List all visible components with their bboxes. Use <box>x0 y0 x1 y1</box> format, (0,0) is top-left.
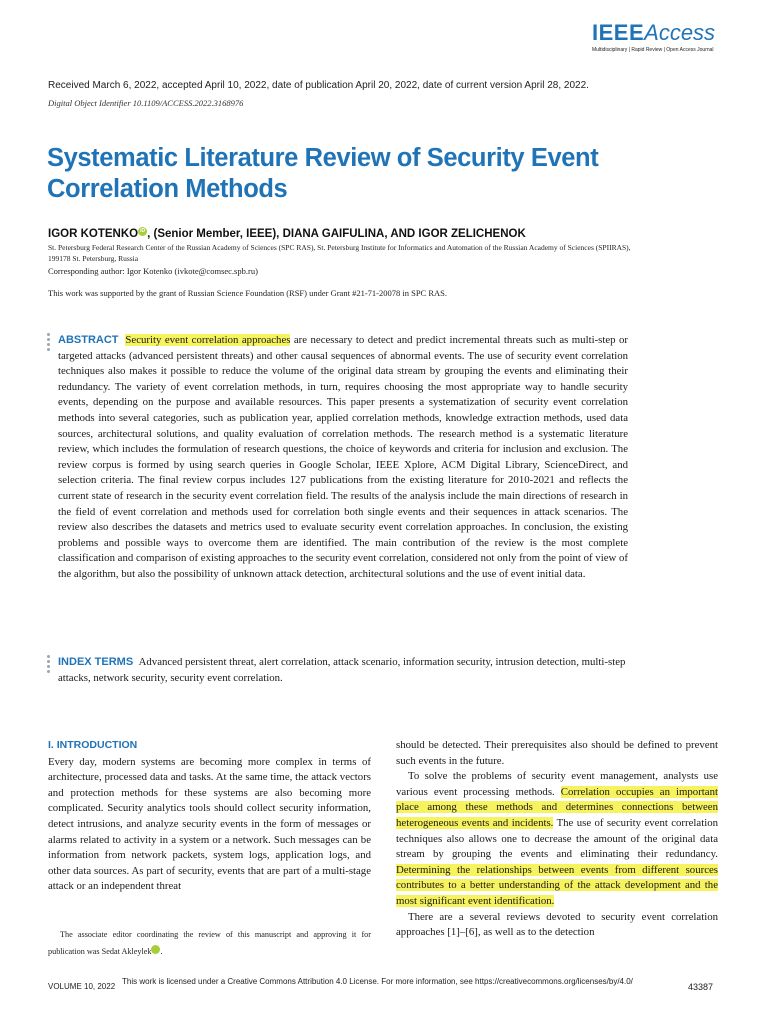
intro-col2-paragraph-3: There are a several reviews devoted to security event correlation approaches [1]–[6], as well as to the detection <box>396 910 718 939</box>
index-terms <box>58 655 628 686</box>
orcid-icon[interactable]: iD <box>140 228 146 234</box>
intro-col2-p2-text-b: The use of security event correlation techniques also allows one to decrease the amount of the original data stream by grouping the events and eliminating their redundancy. <box>396 816 718 861</box>
intro-column-right <box>396 738 718 941</box>
author-list <box>48 227 526 240</box>
intro-column-left <box>48 738 371 895</box>
doi-line: Digital Object Identifier 10.1109/ACCESS.2022.3168976 <box>48 98 244 108</box>
abstract <box>58 333 628 583</box>
author-list-rest: , (Senior Member, IEEE), DIANA GAIFULINA, AND IGOR ZELICHENOK <box>147 227 526 240</box>
footer-page-number: 43387 <box>688 982 714 992</box>
logo-access: Access <box>644 20 716 45</box>
logo-ieee: IEEE <box>592 20 645 45</box>
intro-col2-p2-text-a: To solve the problems of security event management, analysts use various event processing methods. <box>396 770 718 798</box>
intro-col2-paragraph-1: should be detected. Their prerequisites also should be defined to prevent such events in the future. <box>396 739 718 767</box>
index-terms-marker-icon <box>47 655 51 675</box>
ieee-access-logo <box>592 20 722 56</box>
intro-paragraph-1: Every day, modern systems are becoming more complex in terms of architecture, processed data and tasks. At the same time, the attack vectors and protection methods for these systems are also becoming more complicated. Security analytics tools should collect security information, detect intrusions, and analyze security events in the form of messages or alarms related to activity in a system or a network. Such messages can be information from network packets, system logs, application logs, and other data sources. As part of security, events that are part of a multi-stage attack or an independent threat <box>48 755 371 893</box>
intro-col2-paragraph-2 <box>396 769 718 909</box>
logo-tagline: Multidisciplinary | Rapid Review | Open Access Journal <box>592 47 714 53</box>
abstract-text: are necessary to detect and predict incremental threats such as multi-step or targeted attacks (advanced persistent threats) and other causal sequences of abnormal events. The use of security event correlation techniques also makes it possible to reduce the volume of the original data stream by grouping the events and eliminating their redundancy. The variety of event correlation methods, in turn, requires choosing the most appropriate way to handle security events, depending on the purpose and available resources. This paper presents a systematization of security event correlation methods into several categories, such as publication year, applied correlation methods, knowledge extraction methods, used data sources, architectural solutions, and quality evaluation of correlation methods. The research method is a systematic literature review, which includes the formulation of research questions, the choice of keywords and criteria for inclusion and exclusion. The review corpus is formed by using search queries in Google Scholar, IEEE Xplore, ACM Digital Library, ScienceDirect, and selection criteria. The final review corpus includes 127 publications from the existing literature for 2010-2021 and reflects the current state of research in the security event correlation field. The results of the analysis include the main directions of research in the field of event correlation and methods used for correlation both single events and their sequences in attack scenarios. The review also describes the datasets and metrics used to evaluate security event correlation approaches. In conclusion, the existing problems and possible ways to overcome them are identified. The main contribution of the review is the most complete classification and comparison of existing approaches to the security event correlation, considered not only from the point of view of the algorithm, but also the possibility of unknown attack detection, architectural solutions and the use of event initial data. <box>58 334 628 580</box>
editor-note-text: The associate editor coordinating the review of this manuscript and approving it for publication was Sedat Akleylek <box>48 930 371 956</box>
orcid-icon[interactable]: iD <box>151 945 160 954</box>
intro-highlight-2: Determining the relationships between events from different sources contributes to a better understanding of the attack development and the most significant event identification. <box>396 863 718 907</box>
abstract-marker-icon <box>47 333 51 353</box>
section-heading-introduction: I. INTRODUCTION <box>48 739 138 751</box>
intro-highlight-1: Correlation occupies an important place among these methods and determines connections between heterogeneous events and incidents. <box>396 785 718 829</box>
index-terms-text: Advanced persistent threat, alert correlation, attack scenario, information security, intrusion detection, multi-step attacks, network security, security event correlation. <box>58 656 626 684</box>
footer-volume: VOLUME 10, 2022 <box>48 982 116 991</box>
abstract-label: ABSTRACT <box>58 334 119 346</box>
paper-title: Systematic Literature Review of Security Event Correlation Methods <box>47 144 599 203</box>
abstract-highlight: Security event correlation approaches <box>125 334 291 346</box>
editor-note: The associate editor coordinating the review of this manuscript and approving it for publication was Sedat Akleylek iD. <box>48 930 371 956</box>
author-kotenko: IGOR KOTENKO <box>48 227 139 240</box>
affiliation: St. Petersburg Federal Research Center of the Russian Academy of Sciences (SPC RAS), St. Petersburg Institute for Informatics and Automation of the Russian Academy of Sciences (SPIIRAS), 199178 St. Petersburg, Russia <box>48 243 631 263</box>
footer-license: This work is licensed under a Creative Commons Attribution 4.0 License. For more information, see https://creativecommons.org/licenses/by/4.0/ <box>122 977 633 986</box>
funding-note: This work was supported by the grant of Russian Science Foundation (RSF) under Grant #21-71-20078 in SPC RAS. <box>48 288 447 298</box>
index-terms-label: INDEX TERMS <box>58 656 134 668</box>
corresponding-author: Corresponding author: Igor Kotenko (ivkote@comsec.spb.ru) <box>48 266 258 276</box>
received-dates: Received March 6, 2022, accepted April 10, 2022, date of publication April 20, 2022, date of current version April 28, 2022. <box>48 80 589 91</box>
